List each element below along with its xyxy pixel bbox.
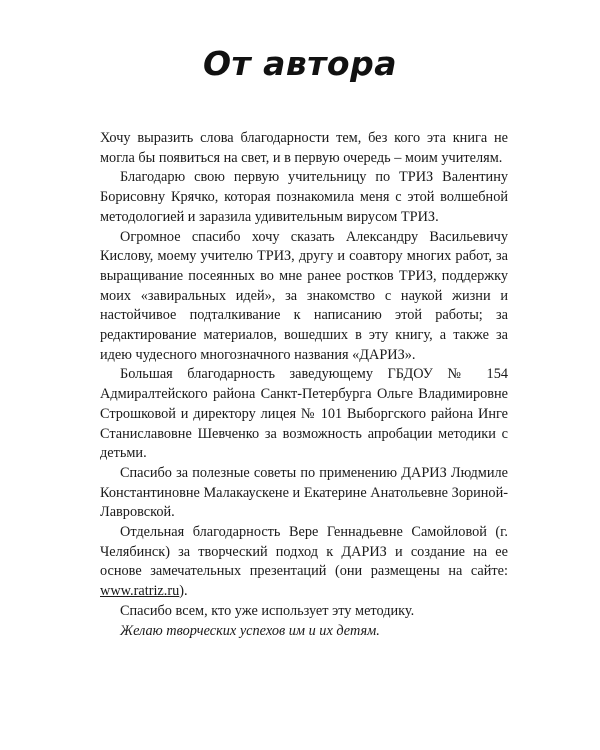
paragraph-kislov: Огромное спасибо хочу сказать Александру Васильевичу Кислову, моему учителю ТРИЗ, другу и соавтору многих работ, за выращивание посеянных во мне ранее ростков ТРИЗ, поддержку моих «завиральных идей», за знакомство с наукой жизни и настойчивое подталкивание к написанию этой работы; за редактирование материалов, вошедших в эту книгу, а также за идею чудесного многозначного названия «ДАРИЗ». [100,228,508,363]
paragraph-thanks-all: Спасибо всем, кто уже использует эту методику. [120,602,415,619]
paragraph-intro: Хочу выразить слова благодарности тем, без кого эта книга не могла бы появиться на свет, и в первую очередь – моим учителям. [100,130,508,166]
paragraph-presentations [100,523,508,602]
website-link[interactable]: www.ratriz.ru [100,583,180,600]
paragraph-institutions: Большая благодарность заведующему ГБДОУ № 154 Адмиралтейского района Санкт-Петербурга Ольге Владимировне Строшковой и директору лицея № 101 Выборгского района Инге Станиславовне Шевченко за возможность апробации методики с детьми. [100,366,508,462]
paragraph-wishes: Желаю творческих успехов им и их детям. [120,622,380,639]
paragraph-presentations-end: ). [179,583,188,600]
paragraph-first-teacher: Благодарю свою первую учительницу по ТРИЗ Валентину Борисовну Крячко, которая познакомила меня с этой волшебной методологией и заразила удивительным вирусом ТРИЗ. [100,169,508,225]
acknowledgements-text [100,129,508,641]
paragraph-presentations-text: Отдельная благодарность Вере Геннадьевне Самойловой (г. Челябинск) за творческий подход к ДАРИЗ и создание на ее основе замечательных презентаций (они размещены на сайте: [100,524,508,580]
page-title: От автора [202,44,397,83]
paragraph-advice: Спасибо за полезные советы по применению ДАРИЗ Людмиле Константиновне Малакаускене и Екатерине Анатольевне Зориной-Лавровской. [100,464,508,521]
